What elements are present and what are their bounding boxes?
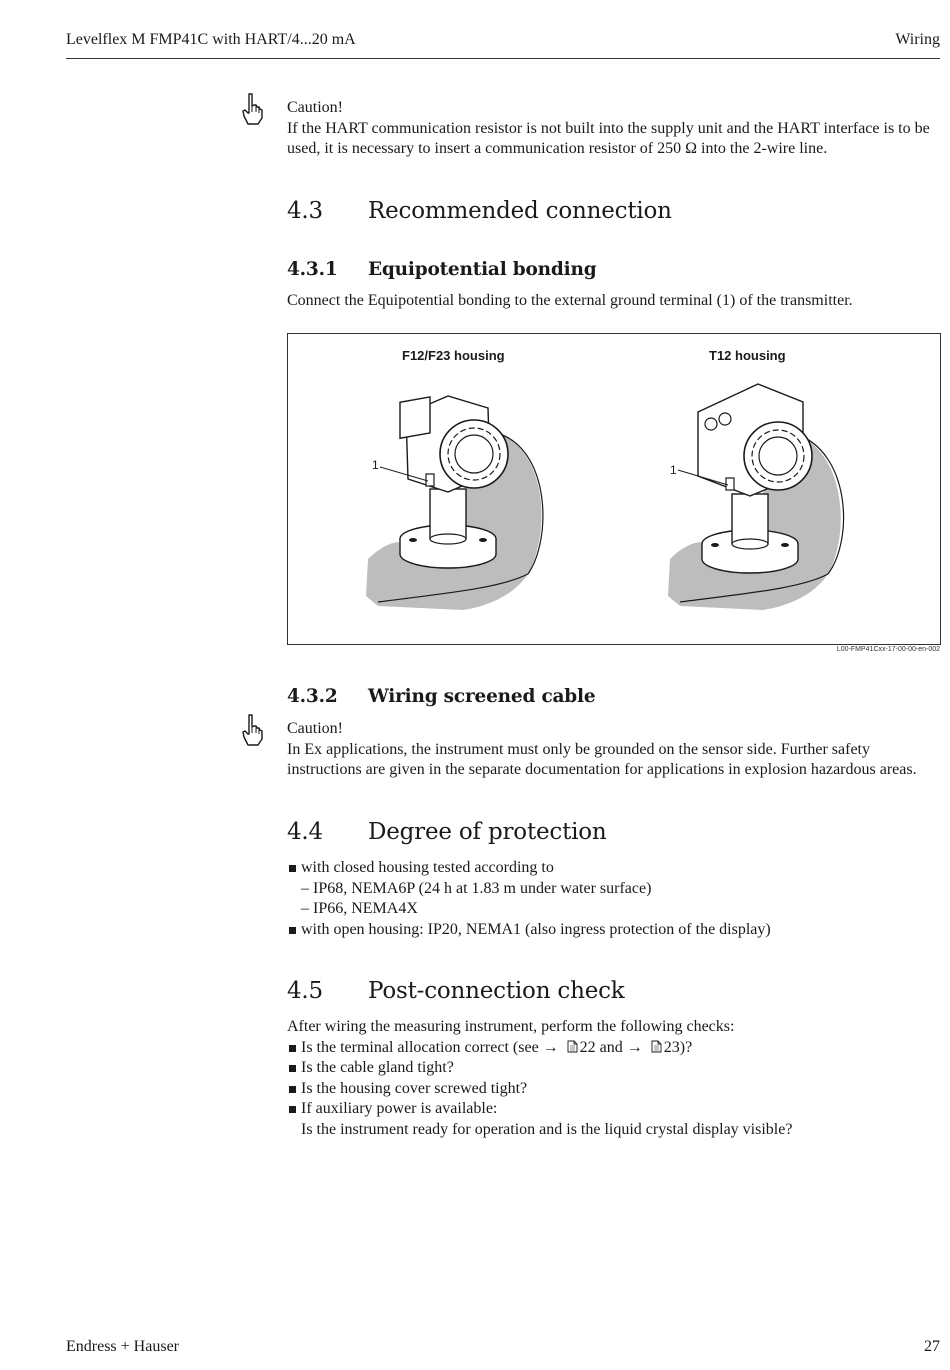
section-title: Recommended connection: [368, 198, 672, 224]
section-number: 4.5: [287, 978, 323, 1004]
footer-company: Endress + Hauser: [66, 1338, 179, 1355]
housing-illustration: [288, 334, 940, 644]
caution-text: In Ex applications, the instrument must only be grounded on the sensor side. Further safety instructions are given in the separate documentation for applications in explosion hazardous areas.: [287, 740, 917, 778]
list-item: Is the cable gland tight?: [287, 1058, 947, 1079]
list-item: with open housing: IP20, NEMA1 (also ingress protection of the display): [287, 920, 947, 941]
section-number: 4.3.2: [287, 686, 338, 707]
caution-hand-icon: [240, 92, 264, 126]
list-item: [287, 1099, 947, 1140]
section-heading-4-5: [287, 978, 947, 1008]
sub-item: – IP68, NEMA6P (24 h at 1.83 m under water surface): [301, 879, 652, 897]
sub-item: Is the instrument ready for operation and is the liquid crystal display visible?: [301, 1120, 793, 1138]
caution-hand-icon: [240, 713, 264, 747]
post-check-block: [287, 1017, 947, 1140]
page-reference[interactable]: 22: [579, 1038, 596, 1056]
housing-figure: [287, 333, 941, 645]
list-item-text: and →: [599, 1038, 643, 1056]
caution-label: Caution!: [287, 99, 343, 116]
equipotential-text: Connect the Equipotential bonding to the external ground terminal (1) of the transmitter.: [287, 292, 853, 309]
header-rule: [66, 58, 940, 59]
protection-list: [287, 858, 947, 940]
page-reference-icon: [567, 1040, 578, 1053]
caution-text: If the HART communication resistor is not built into the supply unit and the HART interface is to be used, it is necessary to insert a communication resistor of 250 Ω into the 2-wire line.: [287, 119, 930, 157]
section-title: Equipotential bonding: [368, 259, 597, 280]
post-check-intro: After wiring the measuring instrument, perform the following checks:: [287, 1018, 735, 1035]
caution-label: Caution!: [287, 720, 343, 737]
section-number: 4.3: [287, 198, 323, 224]
header-title: Levelflex M FMP41C with HART/4...20 mA: [66, 31, 356, 48]
section-number: 4.4: [287, 819, 323, 845]
page-reference[interactable]: 23)?: [663, 1038, 693, 1056]
caution-block-2: [287, 719, 947, 781]
list-item: Is the housing cover screwed tight?: [287, 1079, 947, 1100]
caution-block-1: [287, 98, 947, 160]
list-item-text: with closed housing tested according to: [301, 859, 554, 876]
callout-label-right: 1: [670, 463, 677, 477]
sub-item: – IP66, NEMA4X: [301, 900, 418, 917]
figure-caption-right: T12 housing: [709, 348, 786, 363]
section-heading-4-4: [287, 819, 947, 849]
page-reference-icon: [651, 1040, 662, 1053]
section-title: Post-connection check: [368, 978, 625, 1004]
list-item-text: Is the terminal allocation correct (see →: [301, 1038, 559, 1056]
section-number: 4.3.1: [287, 259, 338, 280]
list-item-text: If auxiliary power is available:: [301, 1100, 498, 1117]
section-heading-4-3: [287, 198, 947, 228]
header-section: Wiring: [895, 31, 940, 48]
figure-code: L00-FMP41Cxx-17-00-00-en-002: [836, 646, 940, 653]
list-item: [287, 858, 947, 920]
section-heading-4-3-2: [287, 686, 947, 712]
section-title: Degree of protection: [368, 819, 607, 845]
section-title: Wiring screened cable: [368, 686, 596, 707]
list-item: [287, 1038, 947, 1059]
figure-caption-left: F12/F23 housing: [402, 348, 505, 363]
section-heading-4-3-1: [287, 259, 947, 285]
callout-label-left: 1: [372, 458, 379, 472]
page-number: 27: [924, 1338, 940, 1355]
